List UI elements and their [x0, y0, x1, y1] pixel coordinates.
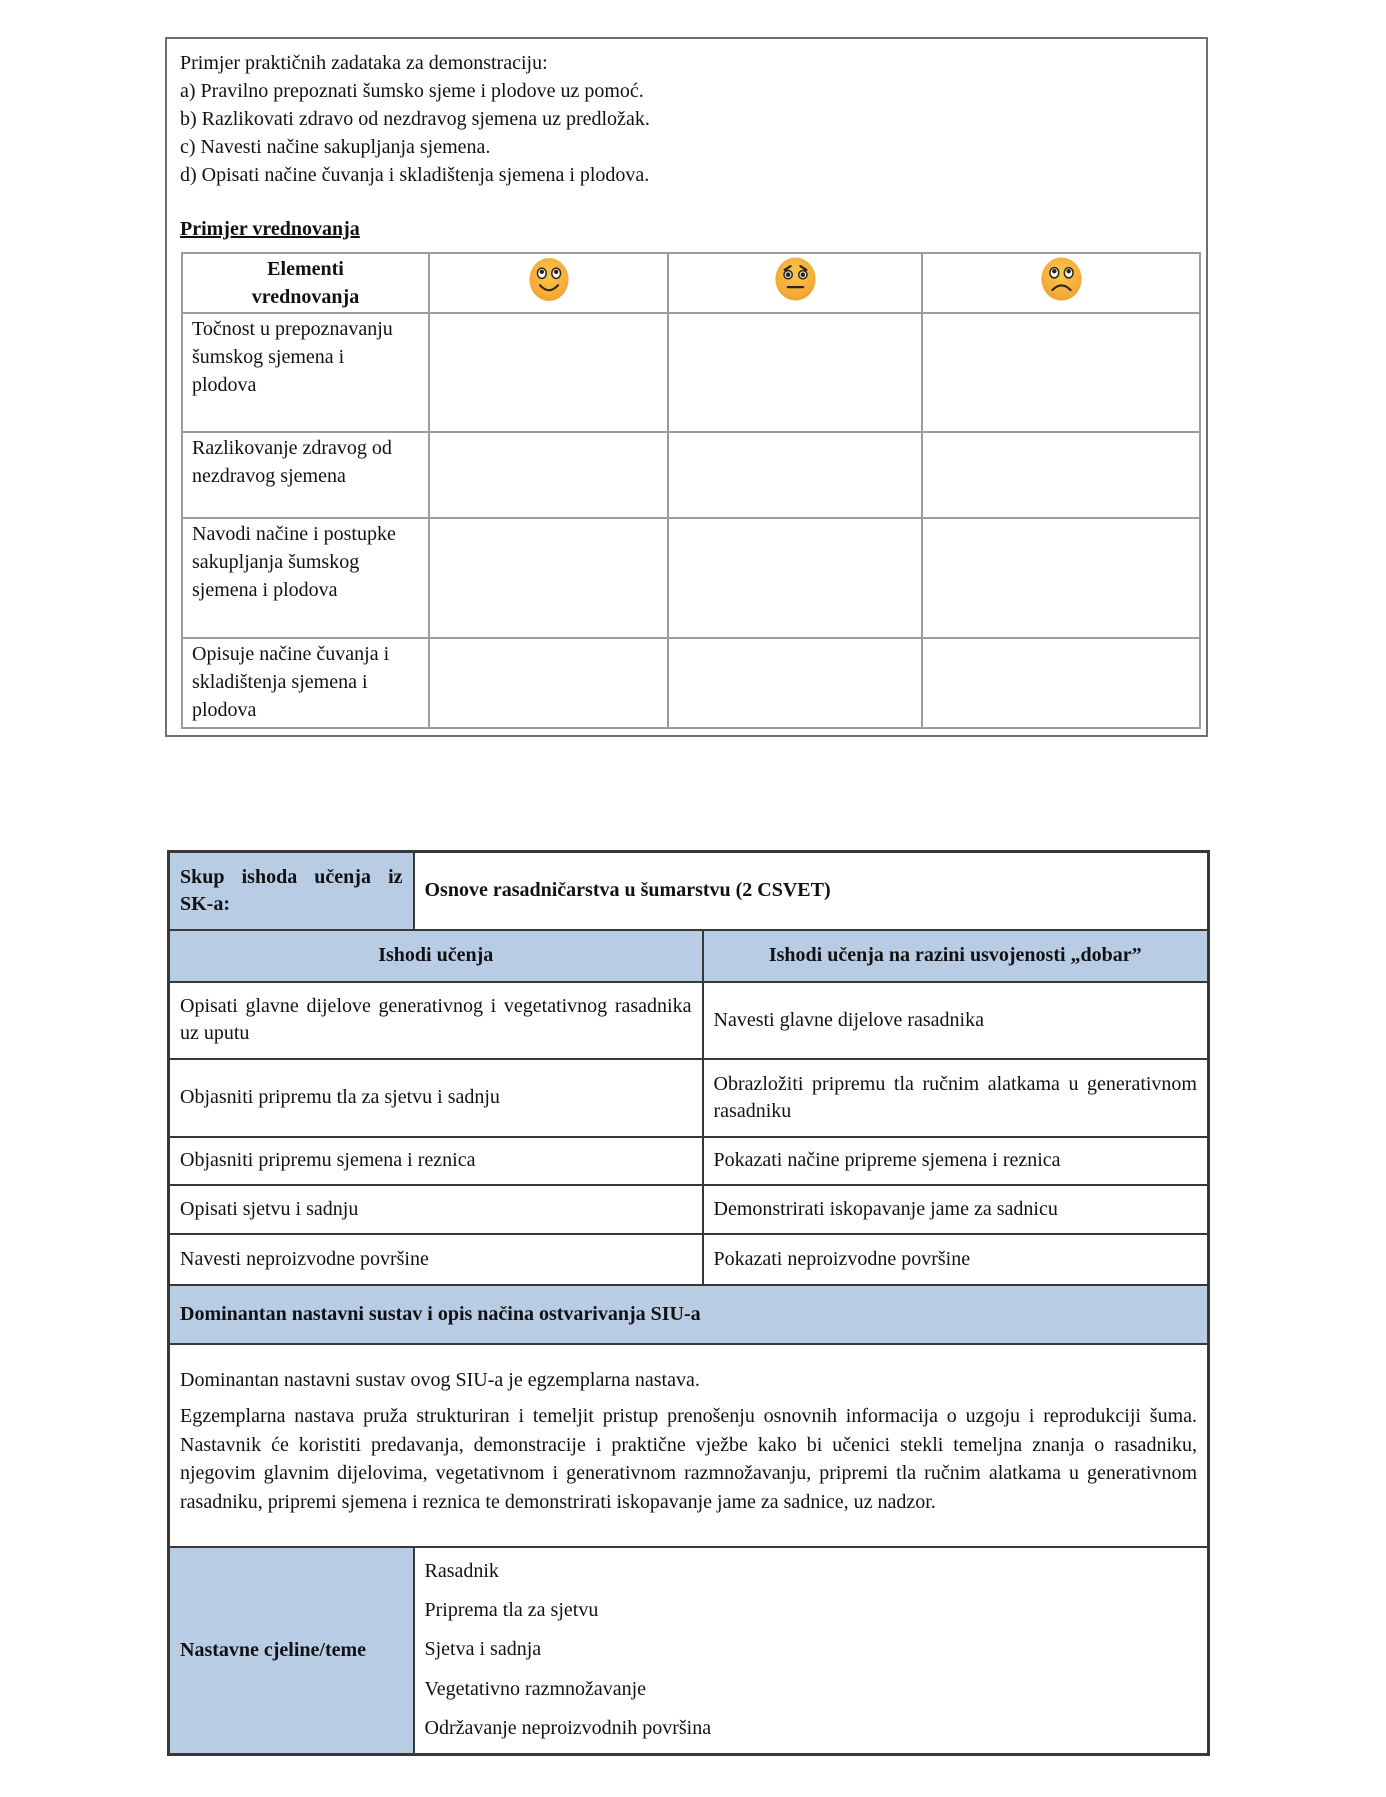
evaluation-header-line: Elementi — [267, 258, 344, 280]
outcome-row — [169, 1059, 1209, 1137]
outcome-level-cell: Obrazložiti pripremu tla ručnim alatkama u generativnom rasadniku — [703, 1059, 1209, 1137]
teaching-unit: Rasadnik — [424, 1559, 499, 1582]
evaluation-header-row — [182, 253, 1200, 313]
rating-column-sad — [922, 253, 1200, 313]
evaluation-cell-empty — [668, 313, 922, 432]
intro-line: a) Pravilno prepoznati šumsko sjeme i plodove uz pomoć. — [180, 80, 644, 102]
intro-line: c) Navesti načine sakupljanja sjemena. — [180, 136, 491, 158]
evaluation-cell-empty — [668, 432, 922, 518]
outcome-cell: Navesti neproizvodne površine — [169, 1234, 703, 1285]
outcome-level-cell: Pokazati neproizvodne površine — [703, 1234, 1209, 1285]
evaluation-row — [182, 518, 1200, 638]
evaluation-cell-empty — [429, 638, 668, 728]
evaluation-table — [181, 252, 1201, 729]
outcome-set-row — [169, 852, 1209, 930]
outcome-set-label: Skup ishoda učenja iz SK-a: — [169, 852, 414, 930]
evaluation-cell-empty — [922, 518, 1200, 638]
outcome-cell: Objasniti pripremu tla za sjetvu i sadnju — [169, 1059, 703, 1137]
description-paragraph: Dominantan nastavni sustav ovog SIU-a je egzemplarna nastava. — [180, 1368, 700, 1391]
practical-tasks-box — [165, 37, 1208, 737]
evaluation-cell-empty — [429, 432, 668, 518]
evaluation-row — [182, 313, 1200, 432]
evaluation-cell-empty — [922, 638, 1200, 728]
evaluation-criterion: Razlikovanje zdravog od nezdravog sjemena — [182, 432, 429, 518]
teaching-unit: Vegetativno razmnožavanje — [424, 1677, 647, 1700]
teaching-unit: Priprema tla za sjetvu — [424, 1598, 599, 1621]
neutral-face-emoji — [774, 256, 817, 302]
teaching-units-label: Nastavne cjeline/teme — [169, 1547, 414, 1755]
outcome-cell: Objasniti pripremu sjemena i reznica — [169, 1137, 703, 1185]
outcome-cell: Opisati sjetvu i sadnju — [169, 1185, 703, 1234]
outcomes-column-header: Ishodi učenja — [169, 930, 703, 982]
evaluation-criterion: Navodi načine i postupke sakupljanja šumskog sjemena i plodova — [182, 518, 429, 638]
evaluation-cell-empty — [668, 638, 922, 728]
outcome-row — [169, 1234, 1209, 1285]
evaluation-criterion: Točnost u prepoznavanju šumskog sjemena i plodova — [182, 313, 429, 432]
teaching-unit: Sjetva i sadnja — [424, 1638, 542, 1661]
evaluation-heading: Primjer vrednovanja — [180, 218, 360, 240]
outcome-level-cell: Demonstrirati iskopavanje jame za sadnicu — [703, 1185, 1209, 1234]
dominant-system-header: Dominantan nastavni sustav i opis načina ostvarivanja SIU-a — [169, 1285, 1209, 1344]
outcome-cell: Opisati glavne dijelove generativnog i vegetativnog rasadnika uz uputu — [169, 982, 703, 1059]
teaching-unit: Održavanje neproizvodnih površina — [424, 1717, 712, 1740]
evaluation-cell-empty — [429, 518, 668, 638]
rating-column-neutral — [668, 253, 922, 313]
description-paragraph: Egzemplarna nastava pruža strukturiran i temeljit pristup prenošenju osnovnih informacija o uzgoju i reprodukciji šuma. Nastavnik će koristiti predavanja, demonstracije i praktične vježbe kako bi učenici stekli temeljna znanja o rasadniku, njegovim glavnim dijelovima, vegetativnom i generativnom razmnožavanju, pripremi tla ručnim alatkama u generativnom rasadniku, pripremi sjemena i reznica te demonstrirati iskopavanje jame za sadnice, uz nadzor. — [180, 1405, 1197, 1513]
evaluation-header-line: vrednovanja — [251, 286, 360, 308]
evaluation-elements-header — [182, 253, 429, 313]
dominant-system-description-row — [169, 1344, 1209, 1547]
evaluation-criterion: Opisuje načine čuvanja i skladištenja sjemena i plodova — [182, 638, 429, 728]
evaluation-row — [182, 432, 1200, 518]
sad-face-emoji — [1040, 256, 1083, 302]
teaching-units-row — [169, 1547, 1209, 1755]
evaluation-cell-empty — [429, 313, 668, 432]
outcome-header-row — [169, 930, 1209, 982]
evaluation-cell-empty — [922, 432, 1200, 518]
learning-outcomes-table — [167, 850, 1210, 1756]
dominant-system-description — [169, 1344, 1209, 1547]
teaching-units-list — [414, 1547, 1209, 1755]
dominant-system-header-row — [169, 1285, 1209, 1344]
evaluation-cell-empty — [922, 313, 1200, 432]
intro-line: b) Razlikovati zdravo od nezdravog sjemena uz predložak. — [180, 108, 650, 130]
outcome-level-cell: Pokazati načine pripreme sjemena i reznica — [703, 1137, 1209, 1185]
happy-face-emoji — [528, 256, 570, 303]
outcomes-level-column-header: Ishodi učenja na razini usvojenosti „dobar” — [703, 930, 1209, 982]
outcome-row — [169, 1137, 1209, 1185]
outcome-row — [169, 1185, 1209, 1234]
evaluation-cell-empty — [668, 518, 922, 638]
evaluation-row — [182, 638, 1200, 728]
outcome-row — [169, 982, 1209, 1059]
intro-line: Primjer praktičnih zadataka za demonstraciju: — [180, 52, 548, 74]
outcome-level-cell: Navesti glavne dijelove rasadnika — [703, 982, 1209, 1059]
outcome-set-title: Osnove rasadničarstva u šumarstvu (2 CSVET) — [414, 852, 1209, 930]
rating-column-happy — [429, 253, 668, 313]
intro-line: d) Opisati načine čuvanja i skladištenja sjemena i plodova. — [180, 164, 650, 186]
